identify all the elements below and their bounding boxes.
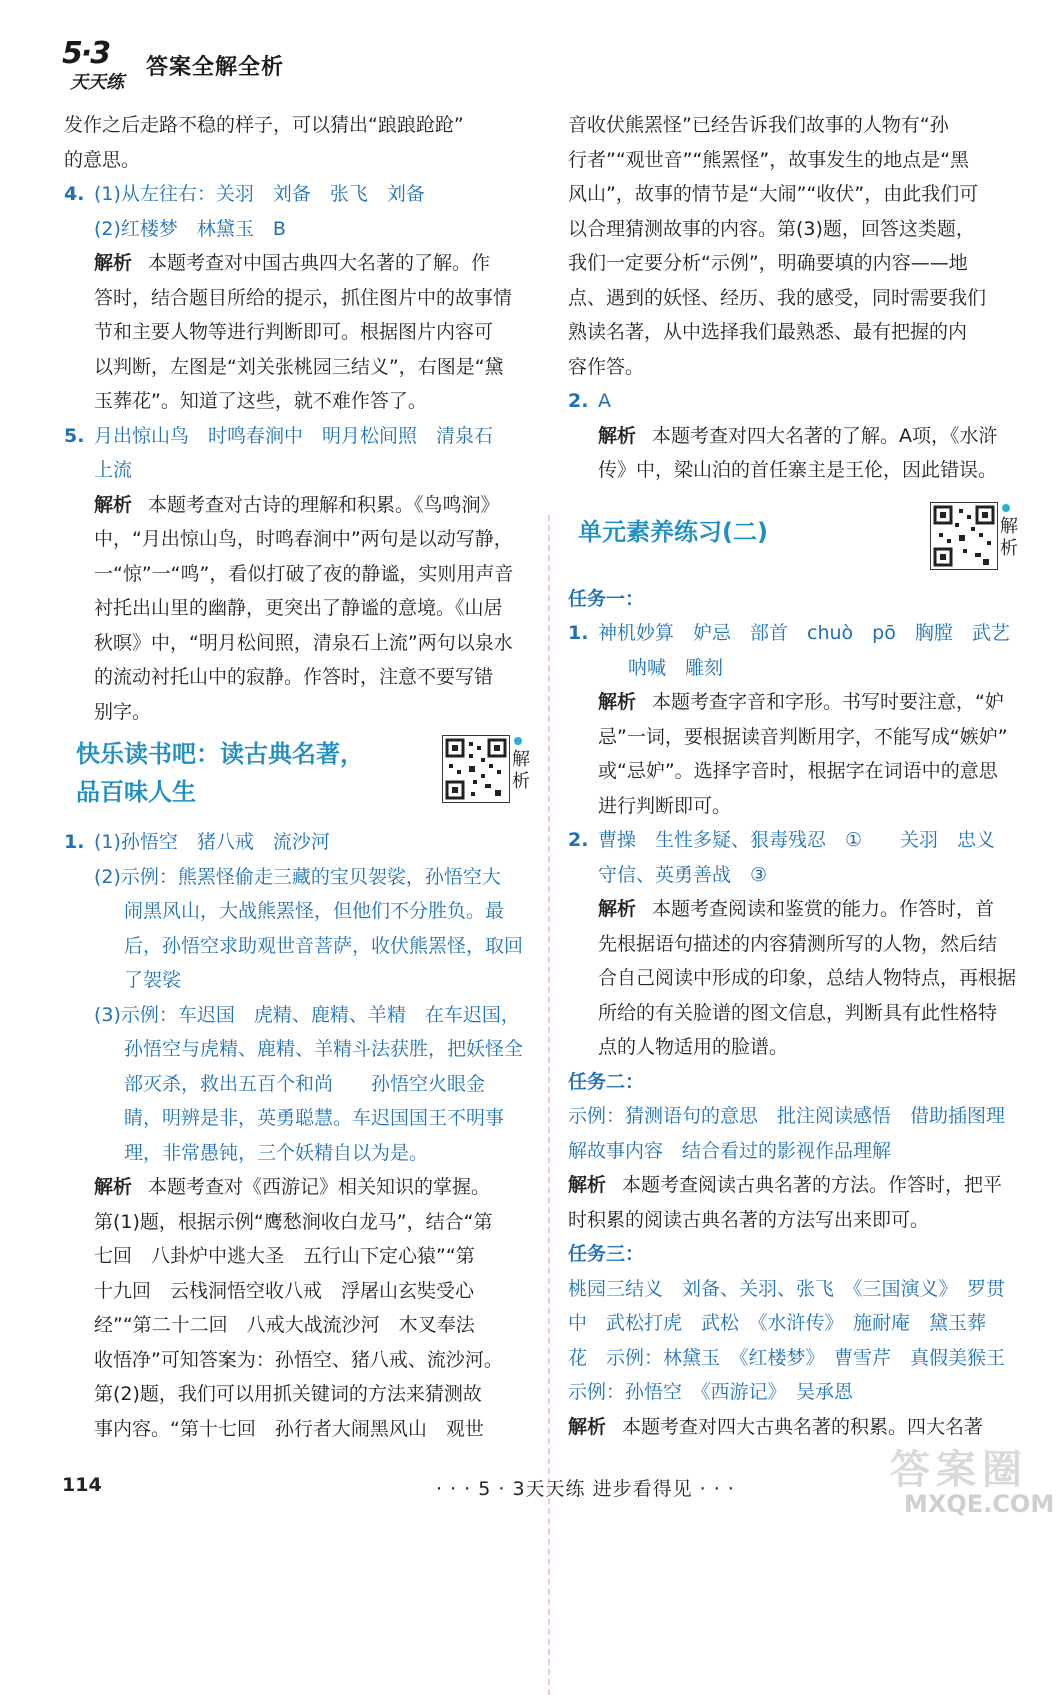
analysis-text: 本题考查对四大古典名著的积累。四大名著 (622, 1415, 984, 1438)
answer-line: 睛，明辨是非，英勇聪慧。车迟国国王不明事 (124, 1107, 505, 1129)
qr-label: 解析 (1000, 515, 1018, 559)
analysis-line: 传》中，梁山泊的首任寨主是王伦，因此错误。 (598, 459, 998, 481)
answer-line: 桃园三结义 刘备、关羽、张飞 《三国演义》 罗贯 (568, 1277, 1006, 1300)
analysis-text: 本题考查对中国古典四大名著的了解。作 (148, 252, 491, 274)
logo-sub-text: 天天练 (70, 72, 124, 93)
analysis-line: 事内容。“第十七回 孙行者大闹黑风山 观世 (94, 1417, 484, 1440)
text-line: 我们一定要分析“示例”，明确要填的内容——地 (568, 252, 968, 274)
analysis-line (64, 246, 532, 281)
analysis-line (568, 685, 1020, 720)
answer-line: 后，孙悟空求助观世音菩萨，收伏熊罴怪，取回 (124, 934, 524, 957)
analysis-line: 所给的有关脸谱的图文信息，判断具有此性格特 (598, 1001, 998, 1024)
analysis-line: 忌”一词，要根据读音判断用字，不能写成“嫉妒” (598, 725, 1008, 748)
page-number: 114 (62, 1474, 102, 1496)
header-title: 答案全解全析 (146, 55, 285, 80)
answer-line: 部灭杀，救出五百个和尚 孙悟空火眼金 (124, 1072, 486, 1095)
reading-question-1 (64, 825, 532, 860)
task-label: 任务一： (568, 587, 645, 610)
answer-line: 闹黑风山，大战熊罴怪，但他们不分胜负。最 (124, 900, 505, 922)
question-number: 1. (568, 622, 589, 644)
watermark-url: MXQE.COM (904, 1490, 1055, 1518)
watermark-logo (890, 1438, 1055, 1528)
qr-indicator-icon (514, 737, 522, 745)
analysis-line: 时积累的阅读古典名著的方法写出来即可。 (568, 1208, 930, 1231)
analysis-line: 经”“第二十二回 八戒大战流沙河 木叉奉法 (94, 1314, 475, 1336)
right-column (568, 108, 1020, 1444)
qr-label: 解析 (512, 749, 530, 792)
analysis-line: 中，“月出惊山鸟，时鸣春涧中”两句是以动写静， (94, 528, 513, 550)
answer-line: 孙悟空与虎精、鹿精、羊精斗法获胜，把妖怪全 (124, 1038, 524, 1060)
question-number: 5. (64, 424, 85, 447)
answer-line: 理，非常愚钝，三个妖精自以为是。 (124, 1141, 429, 1164)
analysis-keyword: 解析 (94, 493, 133, 516)
page-footer (62, 1470, 1012, 1506)
question-number: 2. (568, 390, 589, 412)
analysis-text: 本题考查对古诗的理解和积累。《鸟鸣涧》 (148, 493, 500, 516)
analysis-line: 七回 八卦炉中逃大圣 五行山下定心猿”“第 (94, 1245, 475, 1267)
answer-line: 呐喊 雕刻 (628, 656, 724, 679)
analysis-line: 玉葬花”。知道了这些，就不难作答了。 (94, 390, 427, 412)
footer-slogan: · · · 5 · 3天天练 进步看得见 · · · (436, 1478, 735, 1500)
answer-line: 曹操 生性多疑、狠毒残忍 ① 关羽 忠义 (598, 829, 996, 851)
section-title: 快乐读书吧：读古典名著， (76, 740, 364, 768)
analysis-text: 本题考查阅读古典名著的方法。作答时，把平 (622, 1174, 1003, 1196)
analysis-line: 答时，结合题目所给的提示，抓住图片中的故事情 (94, 286, 513, 309)
text-line: 发作之后走路不稳的样子，可以猜出“踉踉跄跄” (64, 114, 464, 136)
brand-logo (62, 34, 126, 92)
text-line: 以合理猜测故事的内容。第(3)题，回答这类题， (568, 217, 975, 240)
analysis-line: 第(2)题，我们可以用抓关键词的方法来猜测故 (94, 1383, 482, 1405)
watermark-text: 答案圈 (890, 1447, 1028, 1493)
question-number: 1. (64, 831, 85, 853)
analysis-text: 本题考查对四大名著的了解。A项，《水浒 (652, 424, 998, 447)
unit-question-1 (568, 616, 1020, 651)
task-label: 任务二： (568, 1070, 645, 1093)
analysis-line: 合自己阅读中形成的印象，总结人物特点，再根据 (598, 967, 1017, 989)
qr-code[interactable] (930, 502, 998, 570)
analysis-text: 本题考查阅读和鉴赏的能力。作答时，首 (652, 898, 995, 920)
analysis-keyword: 解析 (568, 1415, 607, 1438)
analysis-line (64, 488, 532, 523)
analysis-text: 本题考查字音和字形。书写时要注意，“妒 (652, 691, 1004, 713)
text-line: 容作答。 (568, 355, 645, 378)
analysis-line (568, 419, 1020, 454)
section-title: 单元素养练习(二) (578, 517, 768, 546)
section-title: 品百味人生 (76, 778, 196, 806)
analysis-line: 第(1)题，根据示例“鹰愁涧收白龙马”，结合“第 (94, 1210, 493, 1233)
analysis-keyword: 解析 (94, 1176, 133, 1198)
question-number: 4. (64, 183, 85, 205)
text-line: 熟读名著，从中选择我们最熟悉、最有把握的内 (568, 321, 968, 343)
analysis-line: 别字。 (94, 700, 152, 723)
analysis-keyword: 解析 (94, 252, 133, 274)
answer-line: 神机妙算 妒忌 部首 chuò pō 胸膛 武艺 (598, 622, 1010, 644)
answer-line: 守信、英勇善战 ③ (598, 863, 768, 886)
analysis-line (64, 1170, 532, 1205)
section-header-unit (568, 502, 1020, 572)
page-header (62, 34, 962, 94)
analysis-line: 进行判断即可。 (598, 794, 732, 817)
answer-line: (2)示例：熊罴怪偷走三藏的宝贝袈裟，孙悟空大 (94, 865, 501, 888)
answer-line: 了袈裟 (124, 969, 182, 991)
text-line: 点、遇到的妖怪、经历、我的感受，同时需要我们 (568, 286, 987, 309)
answer-line: 解故事内容 结合看过的影视作品理解 (568, 1139, 892, 1162)
logo-main-text: 5·3 (62, 36, 110, 71)
analysis-line (568, 892, 1020, 927)
left-column (64, 108, 532, 1446)
analysis-keyword: 解析 (598, 691, 637, 713)
analysis-line: 一“惊”一“鸣”，看似打破了夜的静谧，实则用声音 (94, 562, 514, 585)
column-divider (548, 515, 550, 1695)
text-line: 风山”，故事的情节是“大闹”“收伏”，由此我们可 (568, 183, 979, 205)
analysis-line: 以判断，左图是“刘关张桃园三结义”，右图是“黛 (94, 355, 504, 378)
analysis-line: 的流动衬托山中的寂静。作答时，注意不要写错 (94, 666, 494, 688)
question-5 (64, 419, 532, 454)
answer-line: (1)孙悟空 猪八戒 流沙河 (94, 831, 330, 853)
text-line: 行者”“观世音”“熊罴怪”，故事发生的地点是“黑 (568, 148, 970, 171)
analysis-line: 节和主要人物等进行判断即可。根据图片内容可 (94, 321, 494, 343)
text-line: 音收伏熊罴怪”已经告诉我们故事的人物有“孙 (568, 114, 949, 136)
task-label: 任务三： (568, 1243, 645, 1265)
answer-line: 示例：猜测语句的意思 批注阅读感悟 借助插图理 (568, 1105, 1006, 1127)
analysis-line: 先根据语句描述的内容猜测所写的人物，然后结 (598, 932, 998, 955)
answer-line: (1)从左往右：关羽 刘备 张飞 刘备 (94, 183, 425, 205)
analysis-line: 收悟净”可知答案为：孙悟空、猪八戒、流沙河。 (94, 1348, 503, 1371)
analysis-line: 衬托出山里的幽静，更突出了静谧的意境。《山居 (94, 597, 503, 619)
answer-line: (3)示例：车迟国 虎精、鹿精、羊精 在车迟国， (94, 1003, 520, 1026)
answer-line: 中 武松打虎 武松 《水浒传》 施耐庵 黛玉葬 (568, 1312, 987, 1334)
answer-line: A (598, 390, 611, 412)
answer-line: (2)红楼梦 林黛玉 B (94, 217, 286, 240)
section-header-reading (64, 735, 532, 815)
analysis-text: 本题考查对《西游记》相关知识的掌握。 (148, 1176, 491, 1198)
analysis-line: 或“忌妒”。选择字音时，根据字在词语中的意思 (598, 760, 998, 782)
analysis-keyword: 解析 (568, 1174, 607, 1196)
analysis-line: 十九回 云栈洞悟空收八戒 浮屠山玄奘受心 (94, 1279, 475, 1302)
analysis-line: 秋暝》中，“明月松间照，清泉石上流”两句以泉水 (94, 631, 513, 654)
analysis-line: 点的人物适用的脸谱。 (598, 1036, 789, 1058)
question-number: 2. (568, 829, 589, 851)
answer-line: 花 示例：林黛玉 《红楼梦》 曹雪芹 真假美猴王 (568, 1346, 1006, 1369)
question-2 (568, 384, 1020, 419)
answer-line: 月出惊山鸟 时鸣春涧中 明月松间照 清泉石 (94, 424, 494, 447)
unit-question-2 (568, 823, 1020, 858)
answer-line: 上流 (94, 459, 133, 481)
question-4 (64, 177, 532, 212)
qr-indicator-icon (1002, 504, 1010, 512)
answer-line: 示例：孙悟空 《西游记》 吴承恩 (568, 1381, 854, 1403)
analysis-line (568, 1168, 1020, 1203)
analysis-keyword: 解析 (598, 424, 637, 447)
analysis-keyword: 解析 (598, 898, 637, 920)
text-line: 的意思。 (64, 148, 141, 171)
qr-code[interactable] (442, 735, 510, 803)
